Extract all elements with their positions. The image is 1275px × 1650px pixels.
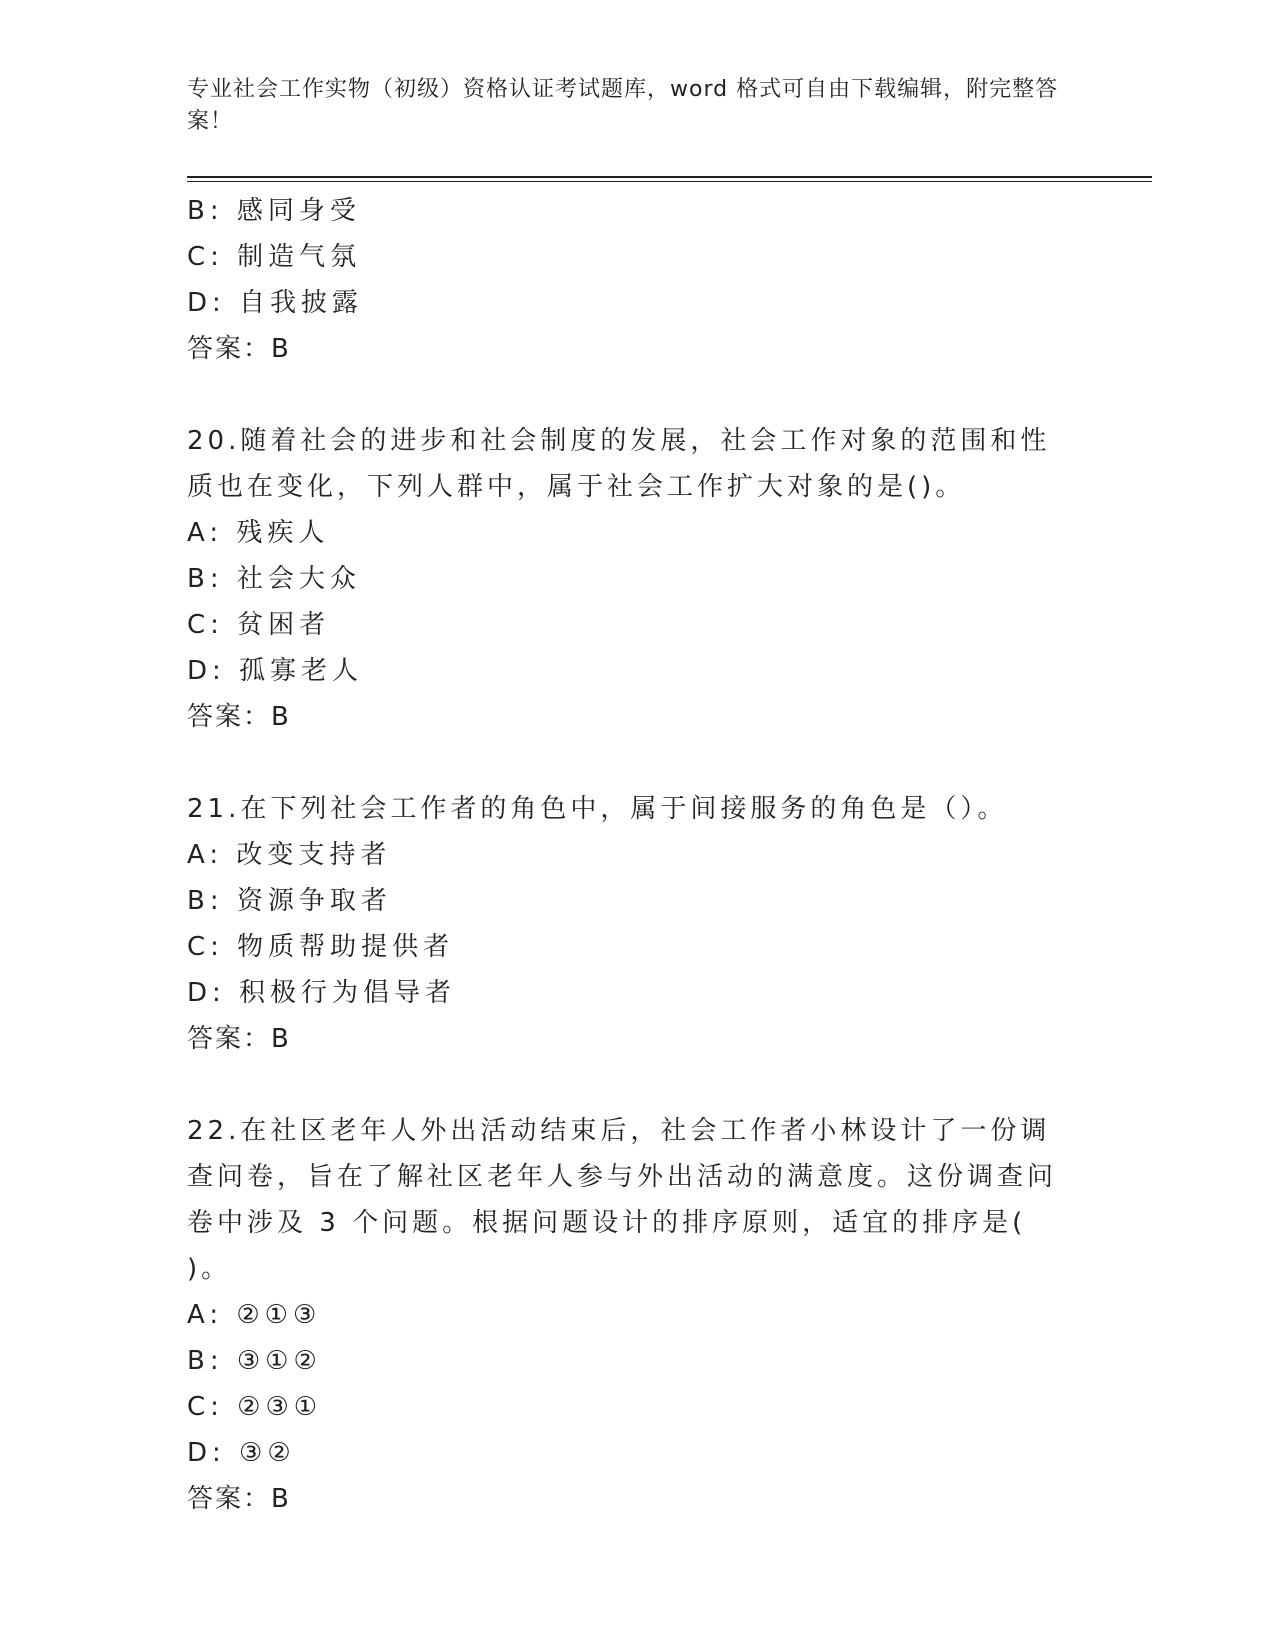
option-b: B: 资源争取者 <box>187 886 392 916</box>
option-b: B: 感同身受 <box>187 196 361 226</box>
question-20-block <box>187 418 1087 740</box>
option-c: C: 制造气氛 <box>187 242 362 272</box>
option-b: B: ③①② <box>187 1346 322 1376</box>
question-content <box>187 188 1087 1522</box>
answer-line: 答案：B <box>187 334 291 364</box>
question-text: 21.在下列社会工作者的角色中，属于间接服务的角色是（）。 <box>187 794 1008 824</box>
question-19-block <box>187 188 1087 372</box>
option-c: C: 物质帮助提供者 <box>187 932 455 962</box>
page-header: 专业社会工作实物（初级）资格认证考试题库，word 格式可自由下载编辑，附完整答案！ <box>187 77 1059 134</box>
option-a: A: ②①③ <box>187 1300 322 1330</box>
question-22-block <box>187 1108 1087 1522</box>
option-a: A: 改变支持者 <box>187 840 392 870</box>
answer-line: 答案：B <box>187 1484 291 1514</box>
question-text: 22.在社区老年人外出活动结束后，社会工作者小林设计了一份调查问卷，旨在了解社区老年人参与外出活动的满意度。这份调查问卷中涉及 3 个问题。根据问题设计的排序原则，适宜的排序是( )。 <box>187 1116 1058 1284</box>
option-d: D: 孤寡老人 <box>187 656 364 686</box>
answer-line: 答案：B <box>187 1024 291 1054</box>
spacer <box>187 372 1087 418</box>
option-b: B: 社会大众 <box>187 564 361 594</box>
option-a: A: 残疾人 <box>187 518 330 548</box>
header-divider-thin <box>187 181 1152 182</box>
option-c: C: 贫困者 <box>187 610 331 640</box>
option-d: D: ③② <box>187 1438 296 1468</box>
option-c: C: ②③① <box>187 1392 323 1422</box>
spacer <box>187 740 1087 786</box>
header-divider-thick <box>187 176 1152 178</box>
option-d: D: 积极行为倡导者 <box>187 978 457 1008</box>
spacer <box>187 1062 1087 1108</box>
question-text: 20.随着社会的进步和社会制度的发展，社会工作对象的范围和性质也在变化，下列人群中，属于社会工作扩大对象的是()。 <box>187 426 1051 502</box>
answer-line: 答案：B <box>187 702 291 732</box>
option-d: D: 自我披露 <box>187 288 364 318</box>
question-21-block <box>187 786 1087 1062</box>
